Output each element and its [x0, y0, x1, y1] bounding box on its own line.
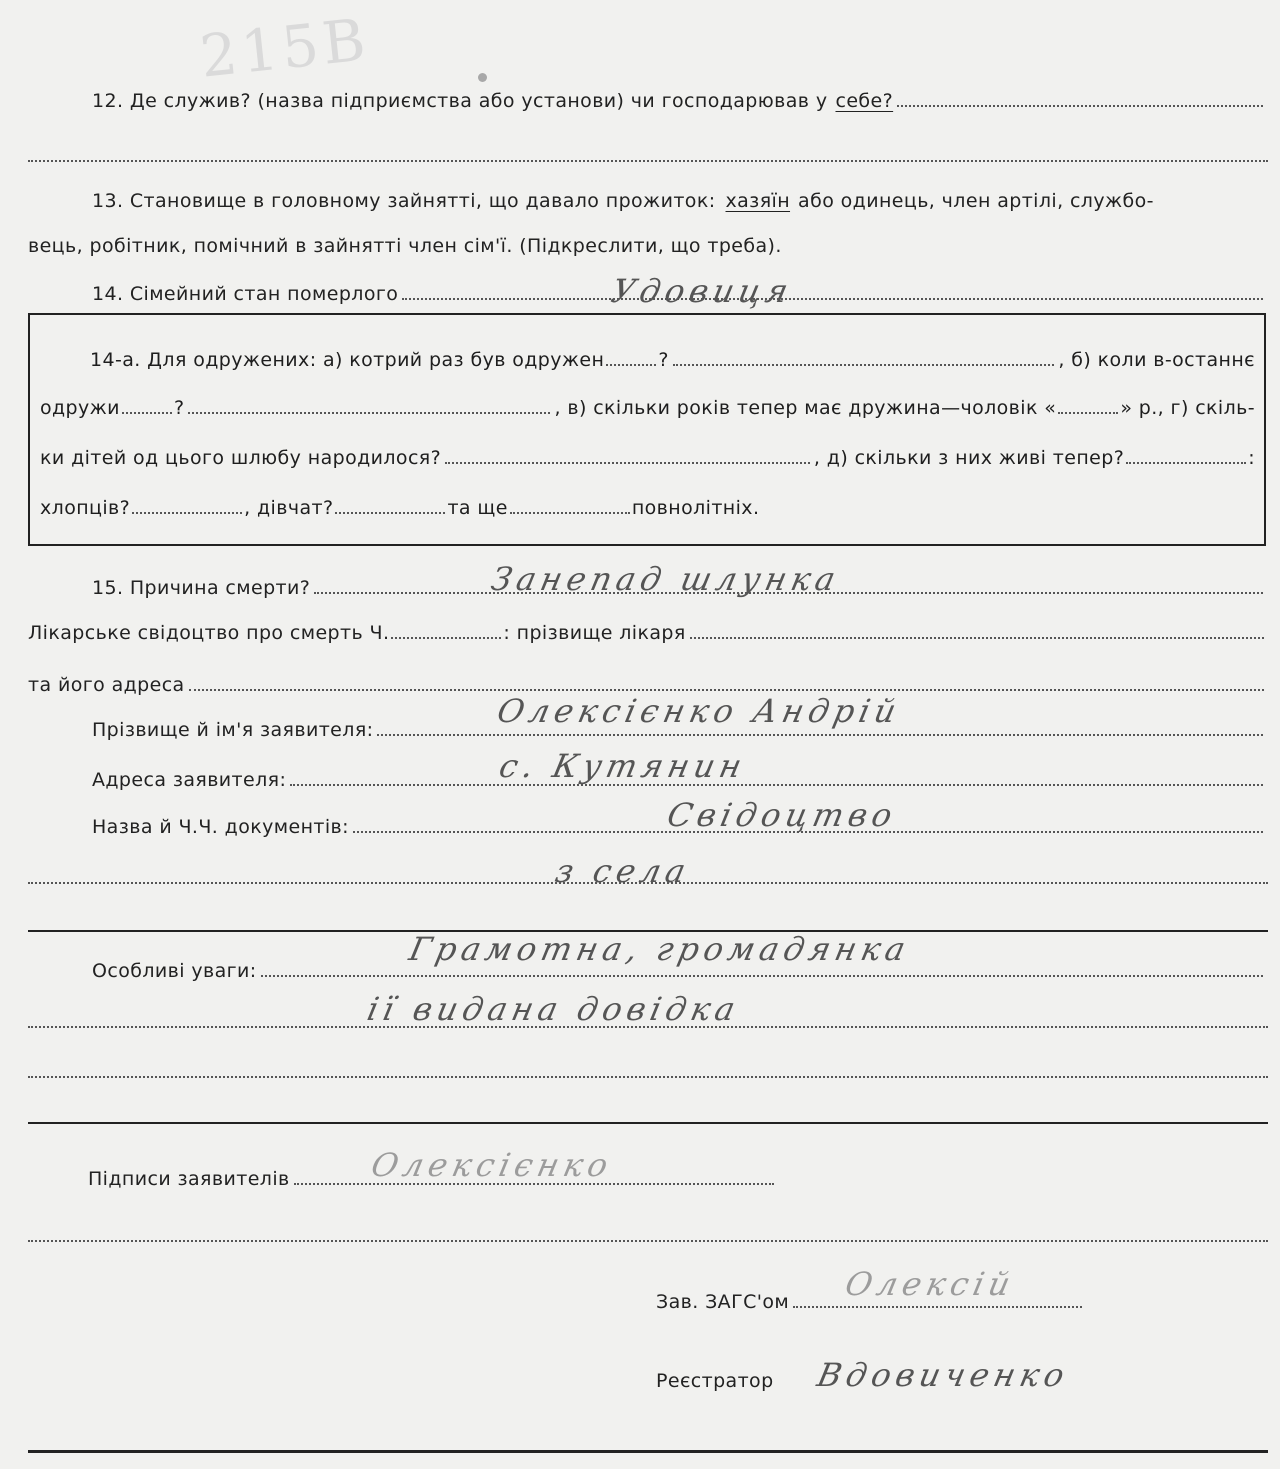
q12-answer: себе?: [835, 90, 894, 112]
applicant-address-handwritten: с. Кутянин: [495, 747, 750, 785]
q14a-line3: ки дітей од цього шлюбу народилося? , д) скільки з них живі тепер? :: [40, 447, 1255, 469]
q15-label: 15. Причина смерти?: [92, 577, 311, 599]
bottom-border-line: [28, 1450, 1268, 1453]
q14a-line1: 14-а. Для одружених: а) котрий раз був одружен ? , б) коли в-останнє: [90, 349, 1255, 371]
q13-options-rest: або одинець, член артілі, службо-: [798, 190, 1154, 212]
applicant-name-handwritten: Олексієнко Андрій: [493, 692, 905, 730]
cause-of-death-handwritten: Занепад шлунка: [487, 560, 844, 598]
q14a-line4: хлопців? , дівчат? та ще повнолітніх.: [40, 497, 760, 519]
remarks-handwritten-line1: Грамотна, громадянка: [405, 930, 914, 968]
doctor-address-label: та його адреса: [28, 674, 185, 696]
q14a-married-box: [28, 313, 1266, 546]
section-divider-2: [28, 1122, 1268, 1124]
doctor-surname-label: : прізвище лікаря: [503, 622, 686, 644]
registrar-signature: Вдовиченко: [813, 1356, 1073, 1394]
documents-handwritten-line2: з села: [551, 852, 694, 890]
q14a-line2: одружи ? , в) скільки років тепер має дружина—чоловік « » р., г) скіль-: [40, 397, 1255, 419]
q12-row: [92, 92, 1267, 111]
signatures-line-2: [28, 1240, 1268, 1242]
registrar-label: Реєстратор: [656, 1370, 774, 1392]
registry-head-signature: Олексій: [841, 1265, 1019, 1303]
registry-head-label: Зав. ЗАГС'ом: [656, 1291, 790, 1313]
applicant-address-label: Адреса заявителя:: [92, 769, 287, 791]
applicant-signature: Олексієнко: [367, 1146, 617, 1184]
applicant-name-label: Прізвище й ім'я заявителя:: [92, 719, 374, 741]
remarks-line-3: [28, 1076, 1268, 1078]
q12-label: 12. Де служив? (назва підприємства або установи) чи господарював у: [92, 90, 828, 112]
q13-selected-option: хазяїн: [725, 190, 791, 212]
q13-row2: [28, 237, 782, 256]
documents-label: Назва й Ч.Ч. документів:: [92, 816, 349, 838]
remarks-handwritten-line2: ії видана довідка: [363, 990, 744, 1028]
medical-certificate-label: Лікарське свідоцтво про смерть Ч.: [28, 622, 390, 644]
registrar-row: [656, 1372, 774, 1391]
archive-pencil-mark: 215В: [196, 5, 373, 91]
q14-label: 14. Сімейний стан померлого: [92, 283, 399, 305]
applicant-signatures-label: Підписи заявителів: [88, 1168, 290, 1190]
medical-certificate-row: [28, 624, 1268, 643]
ink-smudge: [478, 73, 487, 82]
remarks-label: Особливі уваги:: [92, 960, 257, 982]
q12-continuation-line: [28, 160, 1268, 162]
documents-handwritten: Свідоцтво: [663, 796, 901, 834]
q13-row1: [92, 192, 1154, 211]
marital-status-handwritten: Удовиця: [607, 272, 797, 310]
q13-label: 13. Становище в головному зайнятті, що давало прожиток:: [92, 190, 716, 212]
q13-options-line2: вець, робітник, помічний в зайнятті член сім'ї. (Підкреслити, що треба).: [28, 235, 782, 257]
